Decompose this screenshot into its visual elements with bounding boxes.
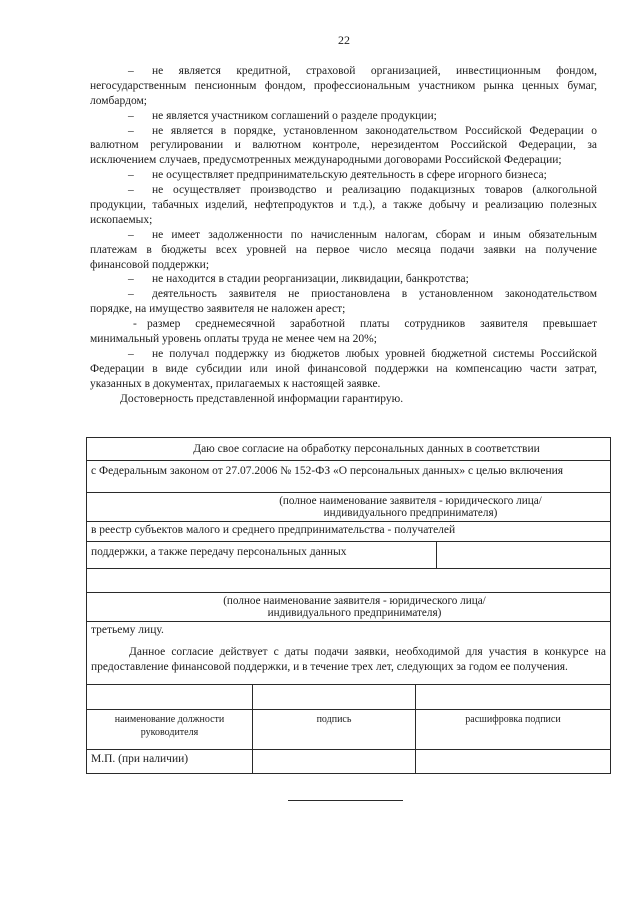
- consent-heading: Даю свое согласие на обработку персональных данных в соответствии: [193, 443, 540, 455]
- blank-field: [252, 750, 415, 774]
- personal-data-consent-form: [86, 437, 611, 774]
- validity-line: Данное согласие действует с даты подачи заявки, необходимой для участия в конкурсе на: [129, 646, 606, 658]
- signature-decoding-field: [415, 685, 610, 709]
- stamp-row: [87, 749, 610, 774]
- list-dash: –: [128, 169, 134, 182]
- signature-label: подпись: [252, 710, 415, 749]
- requirement-text: Федерации в виде субсидии или иной финансовой поддержки на компенсацию части затрат,: [90, 362, 597, 375]
- requirement-text: не является участником соглашений о разделе продукции;: [152, 109, 437, 122]
- requirement-text: не имеет задолженности по начисленным налогам, сборам и иным обязательным: [152, 228, 597, 241]
- list-dash: –: [128, 228, 134, 241]
- third-party-name-field: [87, 568, 610, 592]
- requirement-text: ломбардом;: [90, 94, 147, 107]
- applicant-hint-line: (полное наименование заявителя - юридического лица/: [279, 495, 542, 507]
- requirement-text: валютном регулировании и валютном контроле, нерезидентом Российской Федерации, за: [90, 139, 597, 152]
- requirements-list: [90, 64, 597, 406]
- requirement-text: минимальный уровень оплаты труда не менее чем на 20%;: [90, 333, 377, 346]
- requirement-text: исключением случаев, предусмотренных международными договорами Российской Федерации;: [90, 154, 562, 167]
- requirement-text: не осуществляет производство и реализацию подакцизных товаров (алкогольной: [152, 184, 597, 197]
- position-label-line: наименование должности: [114, 714, 225, 725]
- applicant-name-hint: [87, 592, 610, 621]
- position-field: [87, 685, 252, 709]
- requirement-text: не является в порядке, установленном законодательством Российской Федерации о: [152, 124, 597, 137]
- consent-transfer-line: поддержки, а также передачу персональных данных: [91, 546, 347, 558]
- requirement-text: ископаемых;: [90, 213, 153, 226]
- signature-decoding-label: расшифровка подписи: [415, 710, 610, 749]
- applicant-hint-line: индивидуального предпринимателя): [267, 607, 442, 619]
- applicant-hint-line: индивидуального предпринимателя): [323, 507, 498, 519]
- requirement-item: [90, 287, 597, 317]
- applicant-hint-line: (полное наименование заявителя - юридического лица/: [223, 595, 486, 607]
- requirement-text: не осуществляет предпринимательскую деятельность в сфере игорного бизнеса;: [152, 169, 547, 182]
- requirement-text: не получал поддержку из бюджетов любых уровней бюджетной системы Российской: [152, 347, 597, 360]
- requirement-text: деятельность заявителя не приостановлена в установленном законодательством: [152, 288, 597, 301]
- requirement-item: [90, 317, 597, 347]
- list-dash: –: [128, 184, 134, 197]
- position-label-line: руководителя: [140, 727, 199, 738]
- list-dash: -: [133, 318, 137, 331]
- requirement-item: [90, 228, 597, 273]
- list-dash: –: [128, 65, 134, 77]
- third-party-line: третьему лицу.: [87, 621, 610, 639]
- consent-registry-line: в реестр субъектов малого и среднего предпринимательства - получателей: [87, 521, 610, 541]
- requirement-item: [90, 124, 597, 169]
- end-of-document-rule: [288, 800, 403, 801]
- blank-field: [415, 750, 610, 774]
- requirement-item: [90, 347, 597, 392]
- list-dash: –: [128, 109, 134, 122]
- requirement-text: финансовой поддержки;: [90, 258, 210, 271]
- requirement-text: негосударственным пенсионным фондом, профессиональным участником рынка ценных бумаг,: [90, 79, 597, 92]
- list-dash: –: [128, 124, 134, 137]
- requirement-text: платежам в бюджеты всех уровней на первое число месяца подачи заявки на получение: [90, 243, 597, 256]
- stamp-label: М.П. (при наличии): [91, 753, 189, 765]
- blank-field: [436, 542, 610, 568]
- requirement-text: не является кредитной, страховой организацией, инвестиционным фондом,: [152, 65, 597, 77]
- consent-transfer-row: [87, 541, 610, 568]
- applicant-name-field: [87, 492, 610, 521]
- position-label: [87, 710, 252, 749]
- requirement-item: [90, 168, 597, 183]
- requirement-text: указанных в документах, прилагаемых к настоящей заявке.: [90, 377, 381, 390]
- requirement-text: продукции, табачных изделий, нефтепродуктов и т.д.), а также добычу и реализацию полезных: [90, 199, 597, 212]
- validity-line: предоставление финансовой поддержки, и в течение трех лет, следующих за годом ее получения.: [91, 661, 568, 673]
- list-dash: –: [128, 288, 134, 301]
- signature-labels-row: [87, 709, 610, 749]
- list-dash: –: [128, 273, 134, 286]
- requirement-text: порядке, на имущество заявителя не наложен арест;: [90, 303, 346, 316]
- requirement-text: не находится в стадии реорганизации, ликвидации, банкротства;: [152, 273, 469, 286]
- signature-field: [252, 685, 415, 709]
- requirement-item: [90, 109, 597, 124]
- requirement-item: [90, 183, 597, 228]
- consent-validity: [87, 639, 610, 684]
- signature-fields-row: [87, 684, 610, 709]
- list-dash: –: [128, 347, 134, 360]
- requirement-item: [90, 64, 597, 109]
- requirement-item: [90, 272, 597, 287]
- page-number: 22: [338, 33, 350, 47]
- consent-law-line: с Федеральным законом от 27.07.2006 № 152-ФЗ «О персональных данных» с целью включения: [87, 460, 610, 492]
- requirement-text: размер среднемесячной заработной платы сотрудников заявителя превышает: [147, 318, 597, 331]
- guarantee-statement: Достоверность представленной информации гарантирую.: [120, 392, 404, 405]
